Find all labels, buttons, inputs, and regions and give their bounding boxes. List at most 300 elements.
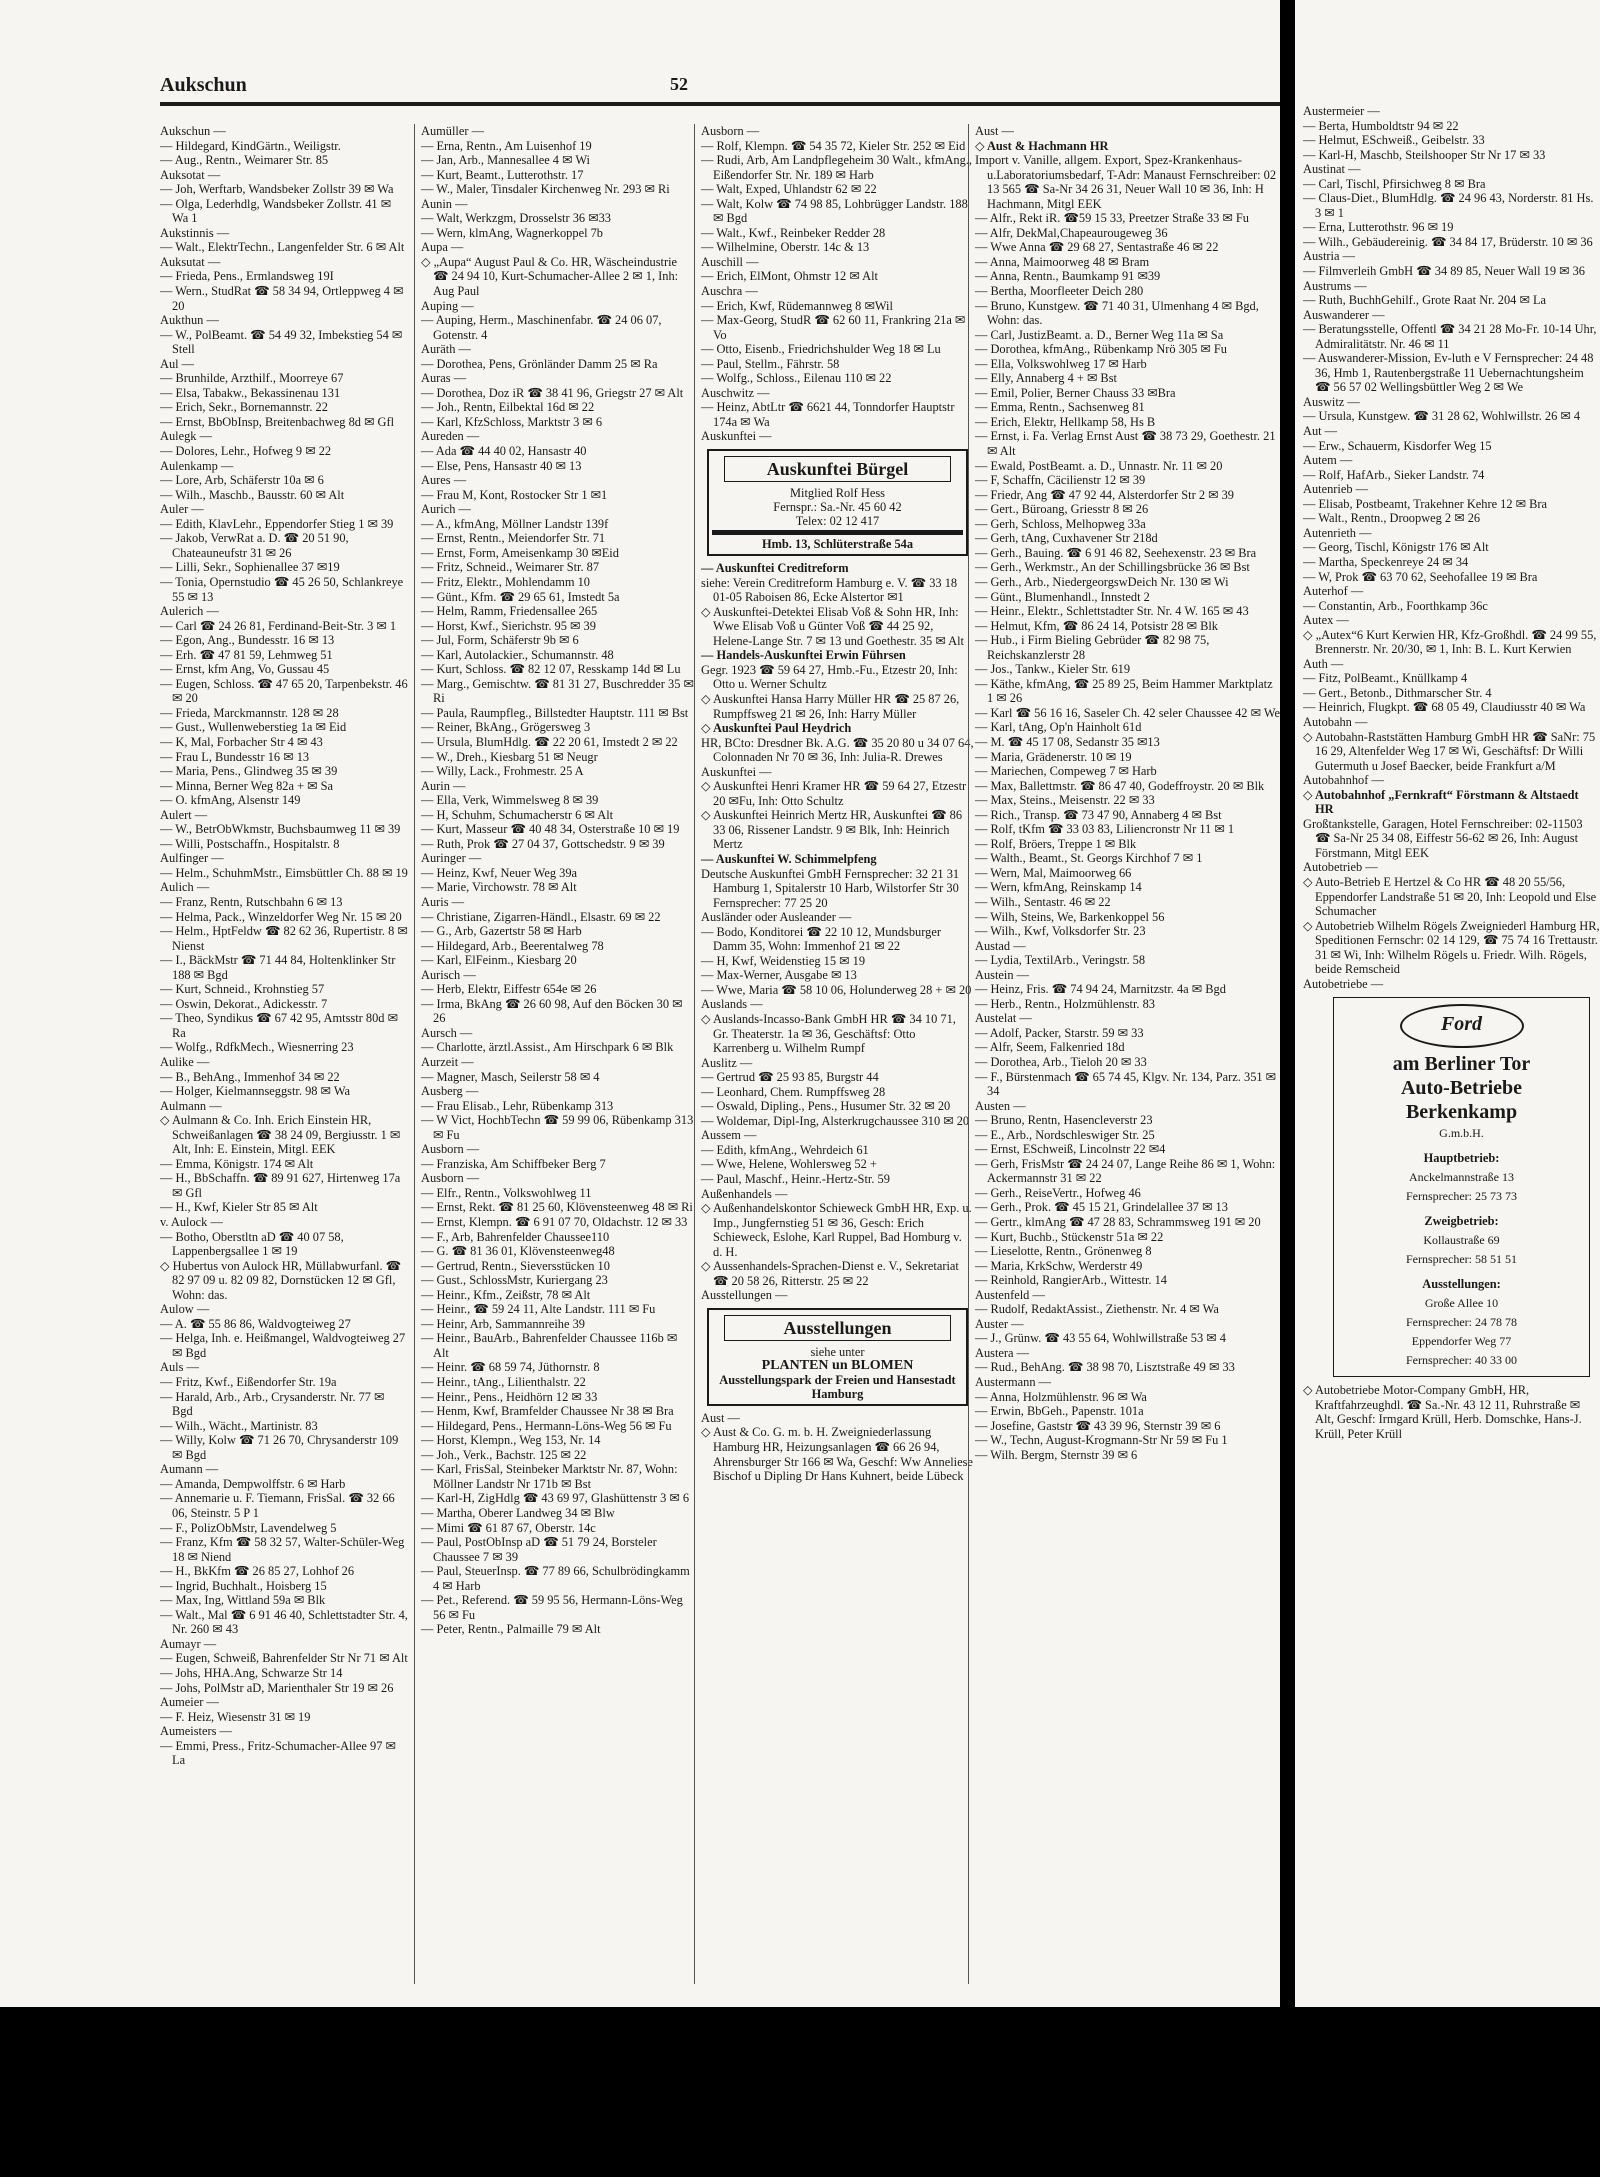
directory-entry: — Wwe, Maria ☎ 58 10 06, Holunderweg 28 + ✉ 20 xyxy=(701,982,972,997)
directory-entry: ◇ Aust & Co. G. m. b. H. Zweigniederlassung Hamburg HR, Heizungsanlagen ☎ 66 26 94, Ahrensburger Str 166 ✉ Wa, Geschf: Ww Anneliese Bischof u Dipling Dr Hans Kuhnert, beide Lübeck xyxy=(701,1425,973,1484)
ad-title: Ausstellungen xyxy=(724,1315,951,1341)
directory-entry: — Auskunftei W. Schimmelpfeng xyxy=(701,851,877,866)
directory-entry: — J., Grünw. ☎ 43 55 64, Wohlwillstraße 53 ✉ 4 xyxy=(975,1331,1226,1346)
directory-entry: — Emma, Rentn., Sachsenweg 81 xyxy=(975,400,1145,415)
directory-entry: — Botho, Oberstltn aD ☎ 40 07 58, Lappenbergsallee 1 ✉ 19 xyxy=(160,1229,344,1259)
directory-entry: — Auswanderer-Mission, Ev-luth e V Fernsprecher: 24 48 36, Hmb 1, Rautenbergstraße 11 Uebernachtungsheim ☎ 56 57 02 Wellingsbüttler Weg 2 ✉ We xyxy=(1303,351,1594,395)
entry-heading: Austen — xyxy=(975,1098,1026,1113)
directory-entry: — Maria, KrkSchw, Werderstr 49 xyxy=(975,1258,1143,1273)
entry-heading: Aurzeit — xyxy=(421,1055,474,1069)
ad-line: Ausstellungspark der Freien und Hansestadt Hamburg xyxy=(719,1372,956,1401)
directory-entry: — Johs, HHA.Ang, Schwarze Str 14 xyxy=(160,1665,343,1680)
directory-entry: — Dorothea, Arb., Tieloh 20 ✉ 33 xyxy=(975,1055,1147,1069)
directory-entry: ◇ Auskunftei Heinrich Mertz HR, Auskunftei ☎ 86 33 06, Rissener Landstr. 9 ✉ Blk, Inh: Heinrich Mertz xyxy=(701,808,963,852)
directory-entry: — W, Prok ☎ 63 70 62, Seehofallee 19 ✉ Bra xyxy=(1303,569,1538,584)
directory-entry: — Eugen, Schloss. ☎ 47 65 20, Tarpenbekstr. 46 ✉ 20 xyxy=(160,676,408,706)
directory-entry: ◇ Autobahn-Raststätten Hamburg GmbH HR ☎ SaNr: 75 16 29, Altenfelder Weg 17 ✉ Wi, Geschäftsf: Dr Willi Gutermuth u Josef Baecker, beide Frankfurt a/M xyxy=(1303,729,1596,773)
directory-entry: ◇ „Aupa“ August Paul & Co. HR, Wäscheindustrie ☎ 24 94 10, Kurt-Schumacher-Allee 2 ✉ 1, Inh: Aug Paul xyxy=(421,254,679,299)
directory-entry: — Beratungsstelle, Offentl ☎ 34 21 28 Mo-Fr. 10-14 Uhr, Admiralitätstr. Nr. 46 ✉ 11 xyxy=(1303,322,1597,351)
directory-entry: — F., PolizObMstr, Lavendelweg 5 xyxy=(160,1520,337,1535)
entry-heading: Autobahn — xyxy=(1303,714,1368,729)
directory-entry: — Ada ☎ 44 40 02, Hansastr 40 xyxy=(421,444,587,459)
entry-heading: Auksutat — xyxy=(160,254,221,269)
directory-entry: — Lore, Arb, Schäferstr 10a ✉ 6 xyxy=(160,473,324,488)
entry-heading: Ausborn — xyxy=(421,1142,480,1157)
directory-entry: — Rolf, Klempn. ☎ 54 35 72, Kieler Str. 252 ✉ Eid xyxy=(701,138,966,153)
directory-entry: — Erh. ☎ 47 81 59, Lehmweg 51 xyxy=(160,647,333,662)
entry-heading: Aumeisters — xyxy=(160,1724,232,1739)
directory-entry: — Lilli, Sekr., Sophienallee 37 ✉19 xyxy=(160,560,340,575)
directory-entry: — Wolfg., Schloss., Eilenau 110 ✉ 22 xyxy=(701,371,892,386)
entry-heading: Aukschun — xyxy=(160,124,226,138)
column-1 xyxy=(160,124,408,1984)
directory-entry: — Ingrid, Buchhalt., Hoisberg 15 xyxy=(160,1578,327,1593)
directory-entry: — Jakob, VerwRat a. D. ☎ 20 51 90, Chateauneufstr 31 ✉ 26 xyxy=(160,531,349,560)
directory-entry: — Anna, Rentn., Baumkamp 91 ✉39 xyxy=(975,269,1161,284)
directory-entry: — Else, Pens, Hansastr 40 ✉ 13 xyxy=(421,458,582,473)
directory-entry: — G., Arb, Gazertstr 58 ✉ Harb xyxy=(421,924,582,939)
directory-entry: siehe: Verein Creditreform Hamburg e. V. ☎ 33 18 01-05 Raboisen 86, Ecke Alstertor ✉1 xyxy=(701,575,958,605)
directory-entry: — W., Maler, Tinsdaler Kirchenweg Nr. 293 ✉ Ri xyxy=(421,182,670,197)
directory-entry: — Bodo, Konditorei ☎ 22 10 12, Mundsburger Damm 35, Wohn: Immenhof 21 ✉ 22 xyxy=(701,924,941,954)
directory-entry: — Wwe Anna ☎ 29 68 27, Sentastraße 46 ✉ 22 xyxy=(975,240,1219,255)
directory-entry: — Frieda, Marckmannstr. 128 ✉ 28 xyxy=(160,705,339,720)
ad-line: G.m.b.H. xyxy=(1439,1126,1484,1141)
directory-entry: — Walt, Kolw ☎ 74 98 85, Lohbrügger Landstr. 188 ✉ Bgd xyxy=(701,196,968,226)
directory-entry: ◇ Aulmann & Co. Inh. Erich Einstein HR, Schweißanlagen ☎ 38 24 09, Bergiusstr. 1 ✉ Alt, Inh: E. Einstein, Mitgl. EEK xyxy=(160,1113,401,1157)
directory-entry: — Johs, PolMstr aD, Marienthaler Str 19 ✉ 26 xyxy=(160,1680,394,1695)
directory-entry: — Charlotte, ärztl.Assist., Am Hirschpark 6 ✉ Blk xyxy=(421,1040,674,1055)
directory-entry: — Eugen, Schweiß, Bahrenfelder Str Nr 71 ✉ Alt xyxy=(160,1651,408,1666)
directory-entry: — Kurt, Schloss. ☎ 82 12 07, Resskamp 14d ✉ Lu xyxy=(421,662,681,677)
directory-entry: — Egon, Ang., Bundesstr. 16 ✉ 13 xyxy=(160,633,335,648)
entry-heading: Aulich — xyxy=(160,880,210,895)
ad-line: siehe unter xyxy=(810,1344,865,1359)
column-3 xyxy=(694,124,974,1984)
directory-entry: — Max-Werner, Ausgabe ✉ 13 xyxy=(701,968,857,983)
directory-entry: — Willi, Postschaffn., Hospitalstr. 8 xyxy=(160,836,340,851)
directory-entry: — Frieda, Pens., Ermlandsweg 19I xyxy=(160,269,334,284)
directory-entry: — Gertr., klmAng ☎ 47 28 83, Schrammsweg 191 ✉ 20 xyxy=(975,1215,1261,1230)
entry-heading: Aurisch — xyxy=(421,967,476,982)
entry-heading: Aures — xyxy=(421,473,467,488)
directory-entry: — Reiner, BkAng., Grögersweg 3 xyxy=(421,720,591,735)
directory-entry: — Günt., Kfm. ☎ 29 65 61, Imstedt 5a xyxy=(421,589,620,604)
entry-heading: Aulert — xyxy=(160,807,208,822)
directory-entry: — Willy, Lack., Frohmestr. 25 A xyxy=(421,764,584,779)
entry-heading: Aupa — xyxy=(421,240,464,255)
directory-entry: — Walth., Beamt., St. Georgs Kirchhof 7 ✉ 1 xyxy=(975,851,1203,866)
directory-entry: — Kurt, Beamt., Lutterothstr. 17 xyxy=(421,167,584,182)
entry-heading: Aumayr — xyxy=(160,1636,217,1651)
directory-entry: — Wwe, Helene, Wohlersweg 52 + xyxy=(701,1157,877,1172)
directory-entry: — Handels-Auskunftei Erwin Führsen xyxy=(701,648,906,663)
directory-entry: — Gert., Büroang, Griesstr 8 ✉ 26 xyxy=(975,502,1149,517)
entry-heading: Auschwitz — xyxy=(701,385,770,400)
ad-title: Auskunftei Bürgel xyxy=(724,456,951,482)
entry-heading: Auris — xyxy=(421,894,465,909)
entry-heading: Ausstellungen — xyxy=(701,1288,788,1303)
directory-entry: — Max, Ballettmstr. ☎ 86 47 40, Godeffroystr. 20 ✉ Blk xyxy=(975,778,1265,793)
directory-entry: — Herb., Rentn., Holzmühlenstr. 83 xyxy=(975,996,1155,1011)
entry-heading: Auslands — xyxy=(701,997,763,1012)
entry-heading: Auls — xyxy=(160,1360,199,1375)
directory-entry: — Wern, klmAng, Wagnerkoppel 7b xyxy=(421,225,603,240)
directory-entry: — Helmut, ESchweiß., Geibelstr. 33 xyxy=(1303,133,1485,148)
entry-heading: Austrums — xyxy=(1303,278,1367,293)
directory-entry: ◇ Autobahnhof „Fernkraft“ Förstmann & Altstaedt HR xyxy=(1303,787,1579,817)
directory-entry: Deutsche Auskunftei GmbH Fernsprecher: 32 21 31 Hamburg 1, Spitalerstr 10 Harb, Wilstorfer Str 30 Fernsprecher: 77 25 20 xyxy=(701,866,960,910)
directory-entry: — Ernst, Rekt. ☎ 81 25 60, Klövensteenweg 48 ✉ Ri xyxy=(421,1200,693,1215)
entry-heading: Aulmann — xyxy=(160,1098,222,1113)
entry-heading: Aurich — xyxy=(421,502,471,517)
entry-heading: Aulerich — xyxy=(160,604,219,619)
directory-entry: — Martha, Oberer Landweg 34 ✉ Blw xyxy=(421,1505,615,1520)
directory-entry: — Erna, Lutterothstr. 96 ✉ 19 xyxy=(1303,220,1454,235)
directory-entry: — Karl, ElFeinm., Kiesbarg 20 xyxy=(421,953,577,968)
ad-box-buergel xyxy=(707,449,968,556)
ad-section-title: Hauptbetrieb: xyxy=(1423,1151,1500,1166)
directory-entry: — Herb, Elektr, Eiffestr 654e ✉ 26 xyxy=(421,982,597,997)
directory-entry: — Anna, Holzmühlenstr. 96 ✉ Wa xyxy=(975,1389,1147,1404)
directory-entry: — Christiane, Zigarren-Händl., Elsastr. 69 ✉ 22 xyxy=(421,909,661,924)
directory-entry: — Fitz, PolBeamt., Knüllkamp 4 xyxy=(1303,671,1468,686)
directory-entry: — Wilh., Wächt., Martinistr. 83 xyxy=(160,1418,318,1433)
entry-heading: Aurin — xyxy=(421,778,466,793)
entry-heading: Aulike — xyxy=(160,1055,210,1069)
directory-entry: — Elfr., Rentn., Volkswohlweg 11 xyxy=(421,1185,592,1200)
entry-heading: Autobahnhof — xyxy=(1303,773,1384,788)
directory-entry: — Karl-H, Maschb, Steilshooper Str Nr 17 ✉ 33 xyxy=(1303,147,1546,162)
ad-box-ausstellungen xyxy=(707,1308,968,1406)
entry-heading: Autobetrieb — xyxy=(1303,860,1378,875)
directory-entry: — Erich, ElMont, Ohmstr 12 ✉ Alt xyxy=(701,269,878,284)
entry-heading: Auringer — xyxy=(421,851,482,866)
directory-entry: — Franz, Rentn, Rutschbahn 6 ✉ 13 xyxy=(160,894,343,909)
directory-entry: — Karl ☎ 56 16 16, Saseler Ch. 42 seler Chaussee 42 ✉ We xyxy=(975,705,1280,720)
directory-entry: — Kurt, Buchb., Stückenstr 51a ✉ 22 xyxy=(975,1229,1164,1244)
entry-heading: Auswitz — xyxy=(1303,394,1360,409)
directory-entry: — Wilh., Sentastr. 46 ✉ 22 xyxy=(975,894,1111,909)
directory-entry: — Gerh., ReiseVertr., Hofweg 46 xyxy=(975,1185,1141,1200)
directory-entry: — Auping, Herm., Maschinenfabr. ☎ 24 06 07, Gotenstr. 4 xyxy=(421,313,662,342)
directory-entry: — Gerh, Schloss, Melhopweg 33a xyxy=(975,516,1146,531)
directory-entry: — Paul, PostObInsp aD ☎ 51 79 24, Borsteler Chaussee 7 ✉ 39 xyxy=(421,1535,657,1564)
directory-entry: — Willy, Kolw ☎ 71 26 70, Chrysanderstr 109 ✉ Bgd xyxy=(160,1433,399,1462)
directory-entry: — Reinhold, RangierArb., Wittestr. 14 xyxy=(975,1273,1167,1288)
entry-heading: Aursch — xyxy=(421,1025,473,1040)
ad-line: Fernsprecher: 58 51 51 xyxy=(1406,1252,1517,1267)
directory-entry: — Mimi ☎ 61 87 67, Oberstr. 14c xyxy=(421,1520,596,1535)
directory-entry: — Wilh., Maschb., Bausstr. 60 ✉ Alt xyxy=(160,487,345,502)
directory-entry: — Leonhard, Chem. Rumpffsweg 28 xyxy=(701,1084,886,1099)
entry-heading: Autem — xyxy=(1303,453,1353,468)
directory-entry: — Heinr. ☎ 68 59 74, Jüthornstr. 8 xyxy=(421,1360,600,1375)
directory-entry: — Ernst, Rentn., Meiendorfer Str. 71 xyxy=(421,531,606,546)
directory-entry: — G. ☎ 81 36 01, Klövensteenweg48 xyxy=(421,1244,615,1259)
entry-heading: Austein — xyxy=(975,967,1030,982)
directory-entry: — Frau Elisab., Lehr, Rübenkamp 313 xyxy=(421,1098,614,1113)
directory-entry: — Gerh., Prok. ☎ 45 15 21, Grindelallee 37 ✉ 13 xyxy=(975,1200,1228,1215)
directory-entry: — Karl-H, ZigHdlg ☎ 43 69 97, Glashüttenstr 3 ✉ 6 xyxy=(421,1491,690,1506)
directory-entry: — H., BbSchaffn. ☎ 89 91 627, Hirtenweg 17a ✉ Gfl xyxy=(160,1171,401,1200)
entry-heading: Aul — xyxy=(160,356,195,371)
directory-entry: HR, BCto: Dresdner Bk. A.G. ☎ 35 20 80 u 34 07 64, Colonnaden Nr 70 ✉ 36, Inh: Julia-R. Drewes xyxy=(701,735,974,765)
directory-entry: — Bertha, Moorfleeter Deich 280 xyxy=(975,284,1144,299)
directory-entry: — Walt., Rentn., Droopweg 2 ✉ 26 xyxy=(1303,511,1481,526)
directory-entry: — Hildegard, Pens., Hermann-Löns-Weg 56 ✉ Fu xyxy=(421,1418,672,1433)
directory-entry: — Gerh., Bauing. ☎ 6 91 46 82, Seehexenstr. 23 ✉ Bra xyxy=(975,545,1257,560)
entry-heading: Auschill — xyxy=(701,254,759,269)
directory-entry: — Olga, Lederhdlg, Wandsbeker Zollstr. 41 ✉ Wa 1 xyxy=(160,196,392,226)
directory-entry: — Claus-Diet., BlumHdlg. ☎ 24 96 43, Norderstr. 81 Hs. 3 ✉ 1 xyxy=(1303,191,1594,220)
directory-entry: — Annemarie u. F. Tiemann, FrisSal. ☎ 32 66 06, Steinstr. 5 P 1 xyxy=(160,1491,395,1520)
entry-heading: Aukstinnis — xyxy=(160,225,230,240)
directory-entry: — Wern, kfmAng, Reinskamp 14 xyxy=(975,880,1142,895)
entry-heading: Aussem — xyxy=(701,1128,757,1143)
directory-entry: — Ernst, Form, Ameisenkamp 30 ✉Eid xyxy=(421,545,619,560)
directory-entry: — Walt, Werkzgm, Drosselstr 36 ✉33 xyxy=(421,211,611,226)
directory-entry: — Ernst, i. Fa. Verlag Ernst Aust ☎ 38 73 29, Goethestr. 21 ✉ Alt xyxy=(975,429,1276,459)
ad-line: Mitglied Rolf Hess xyxy=(790,486,885,501)
directory-entry: ◇ Aust & Hachmann HR xyxy=(975,138,1109,153)
directory-entry: ◇ „Autex“6 Kurt Kerwien HR, Kfz-Großhdl. ☎ 24 99 55, Brennerstr. Nr. 20/30, ✉ 1, Inh: B. L. Kurt Kerwien xyxy=(1303,627,1597,657)
directory-entry: — Ruth, BuchhGehilf., Grote Raat Nr. 204 ✉ La xyxy=(1303,293,1547,308)
directory-entry: — Frau M, Kont, Rostocker Str 1 ✉1 xyxy=(421,487,608,502)
directory-entry: — Berta, Humboldtstr 94 ✉ 22 xyxy=(1303,118,1459,133)
directory-entry: — Carl, Tischl, Pfirsichweg 8 ✉ Bra xyxy=(1303,176,1486,191)
directory-entry: — Heinr, Arb, Sammannreihe 39 xyxy=(421,1316,585,1331)
directory-entry: — Emmi, Press., Fritz-Schumacher-Allee 97 ✉ La xyxy=(160,1738,396,1768)
directory-entry: — Bruno, Kunstgew. ☎ 71 40 31, Ulmenhang 4 ✉ Bgd, Wohn: das. xyxy=(975,298,1259,328)
entry-heading: Austermann — xyxy=(975,1375,1052,1390)
directory-entry: — Aug., Rentn., Weimarer Str. 85 xyxy=(160,153,329,168)
directory-entry: — Carl ☎ 24 26 81, Ferdinand-Beit-Str. 3 ✉ 1 xyxy=(160,618,397,633)
entry-heading: v. Aulock — xyxy=(160,1215,223,1230)
directory-entry: ◇ Außenhandelskontor Schieweck GmbH HR, Exp. u. Imp., Jungfernstieg 51 ✉ 36, Gesch: Erich Schieweck, Eslohe, Karl Ruppel, Bad Homburg v. d. H. xyxy=(701,1201,972,1259)
entry-heading: Aust — xyxy=(701,1410,740,1425)
directory-entry: — Magner, Masch, Seilerstr 58 ✉ 4 xyxy=(421,1069,600,1084)
directory-entry: — Maria, Grädenerstr. 10 ✉ 19 xyxy=(975,749,1132,764)
directory-entry: — Otto, Eisenb., Friedrichshulder Weg 18 ✉ Lu xyxy=(701,342,941,357)
ad-line: Fernsprecher: 25 73 73 xyxy=(1406,1189,1517,1204)
directory-entry: — Mariechen, Compeweg 7 ✉ Harb xyxy=(975,764,1157,779)
ad-section-title: Zweigbetrieb: xyxy=(1424,1214,1499,1229)
directory-entry: — Bruno, Rentn, Hasencleverstr 23 xyxy=(975,1113,1153,1128)
ad-line: Hmb. 13, Schlüterstraße 54a xyxy=(761,537,914,552)
entry-heading: Auskunftei — xyxy=(701,764,772,779)
directory-entry: — F, Schaffn, Cäcilienstr 12 ✉ 39 xyxy=(975,473,1146,488)
directory-entry: — Filmverleih GmbH ☎ 34 89 85, Neuer Wall 19 ✉ 36 xyxy=(1303,264,1586,279)
directory-entry: — Wilh, Steins, We, Barkenkoppel 56 xyxy=(975,909,1165,924)
directory-entry: — O. kfmAng, Alsenstr 149 xyxy=(160,793,301,808)
directory-entry: Import v. Vanille, allgem. Export, Spez-Krankenhaus-u.Laboratoriumsbedarf, T-Adr: Manaust Fernschreiber: 02 13 565 ☎ Sa-Nr 34 26 31, Neuer Wall 10 ✉ 36, Inh: H Hachmann, Mitgl EEK xyxy=(975,153,1277,211)
entry-heading: Austelat — xyxy=(975,1011,1032,1026)
directory-entry: ◇ Auslands-Incasso-Bank GmbH HR ☎ 34 10 71, Gr. Theaterstr. 1a ✉ 36, Geschäftsf: Otto Karrenberg u. Wilhelm Rumpf xyxy=(701,1011,956,1056)
directory-entry: — Helm., HptFeldw ☎ 82 62 36, Rupertistr. 8 ✉ Nienst xyxy=(160,924,408,953)
directory-entry: — Joh, Werftarb, Wandsbeker Zollstr 39 ✉ Wa xyxy=(160,182,394,197)
directory-entry: — Erna, Rentn., Am Luisenhof 19 xyxy=(421,138,592,153)
directory-entry: — Wilh. Bergm, Sternstr 39 ✉ 6 xyxy=(975,1447,1138,1462)
directory-entry: — Dorothea, Pens, Grönländer Damm 25 ✉ Ra xyxy=(421,356,658,371)
entry-heading: Aukthun — xyxy=(160,313,219,328)
entry-heading: Aulegk — xyxy=(160,429,212,444)
directory-entry: ◇ Autobetrieb Wilhelm Rögels Zweigniederl Hamburg HR, Speditionen Fernschr: 02 14 129, ☎ 75 74 16 Trettaustr. 31 ✉ Wi, Inh: Wilhelm Rögels u. Friedr. Wilh. Rögels, beide Remscheid xyxy=(1303,918,1600,977)
ad-line: PLANTEN un BLOMEN xyxy=(761,1357,914,1373)
entry-heading: Aut — xyxy=(1303,424,1338,439)
entry-heading: Austera — xyxy=(975,1345,1030,1360)
directory-entry: — H, Schuhm, Schumacherstr 6 ✉ Alt xyxy=(421,807,614,822)
directory-entry: — W., Dreh., Kiesbarg 51 ✉ Neugr xyxy=(421,749,598,764)
ad-title: Auto-Betriebe xyxy=(1400,1077,1523,1100)
entry-heading: Ausborn — xyxy=(421,1171,480,1186)
entry-heading: Aumüller — xyxy=(421,124,484,138)
entry-heading: Austria — xyxy=(1303,249,1355,264)
directory-entry: — Peter, Rentn., Palmaille 79 ✉ Alt xyxy=(421,1622,601,1637)
directory-entry: — Max-Georg, StudR ☎ 62 60 11, Frankring 21a ✉ Vo xyxy=(701,313,966,342)
directory-entry: — Heinz, AbtLtr ☎ 6621 44, Tonndorfer Hauptstr 174a ✉ Wa xyxy=(701,400,955,429)
directory-entry: — Adolf, Packer, Starstr. 59 ✉ 33 xyxy=(975,1025,1144,1040)
directory-entry: — Gertrud ☎ 25 93 85, Burgstr 44 xyxy=(701,1070,879,1085)
entry-heading: Aulow — xyxy=(160,1302,210,1317)
directory-entry: — Ewald, PostBeamt. a. D., Unnastr. Nr. 11 ✉ 20 xyxy=(975,458,1223,473)
directory-entry: — Max, Steins., Meisenstr. 22 ✉ 33 xyxy=(975,793,1155,808)
entry-heading: Ausländer oder Ausleander — xyxy=(701,910,852,925)
directory-entry: — Max, Ing, Wittland 59a ✉ Blk xyxy=(160,1593,326,1608)
directory-entry: — Wilh., Kwf, Volksdorfer Str. 23 xyxy=(975,924,1146,939)
ad-section-title: Ausstellungen: xyxy=(1422,1277,1501,1292)
entry-heading: Aulfinger — xyxy=(160,851,224,866)
directory-entry: — W Vict, HochbTechn ☎ 59 99 06, Rübenkamp 313 ✉ Fu xyxy=(421,1113,694,1142)
entry-heading: Aumeier — xyxy=(160,1695,219,1710)
ad-rule xyxy=(712,530,963,535)
directory-entry: — Ella, Verk, Wimmelsweg 8 ✉ 39 xyxy=(421,793,599,808)
directory-entry: ◇ Auskunftei Henri Kramer HR ☎ 59 64 27, Etzestr 20 ✉Fu, Inh: Otto Schultz xyxy=(701,779,967,808)
ad-title: am Berliner Tor xyxy=(1392,1053,1531,1076)
directory-entry: — I., BäckMstr ☎ 71 44 84, Holtenklinker Str 188 ✉ Bgd xyxy=(160,953,396,982)
directory-entry: — Dorothea, Doz iR ☎ 38 41 96, Griegstr 27 ✉ Alt xyxy=(421,385,684,400)
directory-entry: — Lieselotte, Rentn., Grönenweg 8 xyxy=(975,1244,1152,1259)
directory-entry: — F. Heiz, Wiesenstr 31 ✉ 19 xyxy=(160,1709,311,1724)
entry-heading: Autobetriebe — xyxy=(1303,976,1384,991)
ford-logo: Ford xyxy=(1400,1004,1524,1048)
directory-entry: — Helm, Ramm, Friedensallee 265 xyxy=(421,604,598,619)
directory-entry: — Gertrud, Rentn., Sieversstücken 10 xyxy=(421,1258,610,1273)
entry-heading: Austermeier — xyxy=(1303,104,1380,118)
directory-entry: — Harald, Arb., Arb., Crysanderstr. Nr. 77 ✉ Bgd xyxy=(160,1389,385,1419)
directory-entry: — Carl, JustizBeamt. a. D., Berner Weg 11a ✉ Sa xyxy=(975,327,1224,342)
directory-entry: ◇ Auskunftei Hansa Harry Müller HR ☎ 25 87 26, Rumpffsweg 21 ✉ 26, Inh: Harry Müller xyxy=(701,691,960,721)
directory-entry: — Heinz, Kwf, Neuer Weg 39a xyxy=(421,865,578,880)
ad-line: Fernsprecher: 24 78 78 xyxy=(1406,1315,1517,1330)
entry-heading: Austinat — xyxy=(1303,162,1361,177)
entry-heading: Auschra — xyxy=(701,284,758,299)
directory-entry: — Ursula, BlumHdlg. ☎ 22 20 61, Imstedt 2 ✉ 22 xyxy=(421,734,678,749)
directory-entry: — A. ☎ 55 86 86, Waldvogteiweg 27 xyxy=(160,1316,351,1331)
entry-heading: Auth — xyxy=(1303,656,1344,671)
entry-heading: Austenfeld — xyxy=(975,1287,1045,1302)
entry-heading: Außenhandels — xyxy=(701,1186,788,1201)
directory-entry: — Karl, Autolackier., Schumannstr. 48 xyxy=(421,647,614,662)
column-5 xyxy=(1303,104,1600,1984)
directory-entry: — Ernst, ESchweiß, Lincolnstr 22 ✉4 xyxy=(975,1142,1166,1157)
running-head: Aukschun xyxy=(160,74,247,96)
directory-entry: — Heinr., BauArb., Bahrenfelder Chaussee 116b ✉ Alt xyxy=(421,1331,678,1360)
ad-line: Fernspr.: Sa.-Nr. 45 60 42 xyxy=(773,500,902,515)
directory-entry: — Elly, Annaberg 4 + ✉ Bst xyxy=(975,371,1117,386)
directory-entry: — F., Bürstenmach ☎ 65 74 45, Klgv. Nr. 134, Parz. 351 ✉ 34 xyxy=(975,1069,1277,1099)
entry-heading: Aureden — xyxy=(421,429,480,444)
ad-line: Kollaustraße 69 xyxy=(1423,1233,1500,1248)
entry-heading: Ausborn — xyxy=(701,124,760,138)
directory-entry: — Irma, BkAng ☎ 26 60 98, Auf den Böcken 30 ✉ 26 xyxy=(421,996,683,1026)
ad-line: Eppendorfer Weg 77 xyxy=(1411,1334,1512,1349)
directory-entry: — Tonia, Opernstudio ☎ 45 26 50, Schlankreye 55 ✉ 13 xyxy=(160,574,404,604)
directory-entry: — Paul, Maschf., Heinr.-Hertz-Str. 59 xyxy=(701,1172,890,1186)
directory-entry: ◇ Hubertus von Aulock HR, Müllabwurfanl. ☎ 82 97 09 u. 82 09 82, Dornstücken 12 ✉ Gfl, Wohn: das. xyxy=(160,1258,402,1302)
directory-entry: — Erwin, BbGeh., Papenstr. 101a xyxy=(975,1404,1144,1419)
directory-entry: — Edith, KlavLehr., Eppendorfer Stieg 1 ✉ 39 xyxy=(160,516,394,531)
entry-heading: Aumann — xyxy=(160,1462,219,1477)
directory-entry: — Wolfg., RdfkMech., Wiesnerring 23 xyxy=(160,1040,354,1055)
entry-heading: Aunin — xyxy=(421,196,468,211)
entry-heading: Aust — xyxy=(975,124,1014,138)
directory-entry: — Erich, Elektr, Hellkamp 58, Hs B xyxy=(975,414,1156,429)
directory-entry: — Günt., Blumenhandl., Innstedt 2 xyxy=(975,589,1150,604)
directory-entry: — Paula, Raumpfleg., Billstedter Hauptstr. 111 ✉ Bst xyxy=(421,705,689,720)
directory-entry: — W., BetrObWkmstr, Buchsbaumweg 11 ✉ 39 xyxy=(160,822,401,837)
entry-heading: Auslitz — xyxy=(701,1055,753,1070)
directory-entry: — Ernst, Klempn. ☎ 6 91 07 70, Oldachstr. 12 ✉ 33 xyxy=(421,1215,688,1230)
directory-entry: — M. ☎ 45 17 08, Sedanstr 35 ✉13 xyxy=(975,734,1160,749)
directory-entry: — Gert., Betonb., Dithmarscher Str. 4 xyxy=(1303,685,1492,700)
directory-entry: — Pet., Referend. ☎ 59 95 56, Hermann-Löns-Weg 56 ✉ Fu xyxy=(421,1593,683,1622)
directory-entry: — Elisab, Postbeamt, Trakehner Kehre 12 ✉ Bra xyxy=(1303,496,1548,511)
directory-entry: — Emma, Königstr. 174 ✉ Alt xyxy=(160,1156,314,1171)
directory-entry: — Dorothea, kfmAng., Rübenkamp Nrö 305 ✉ Fu xyxy=(975,342,1227,357)
directory-entry: — Hildegard, Arb., Beerentalweg 78 xyxy=(421,938,604,953)
column-4 xyxy=(968,124,1280,1984)
directory-entry: — Paul, Stellm., Fährstr. 58 xyxy=(701,356,840,371)
directory-entry: — Frau L, Bundesstr 16 ✉ 13 xyxy=(160,749,310,764)
directory-entry: — Friedr, Ang ☎ 47 92 44, Alsterdorfer Str 2 ✉ 39 xyxy=(975,487,1234,502)
directory-entry: — Josefine, Gaststr ☎ 43 39 96, Sternstr 39 ✉ 6 xyxy=(975,1418,1221,1433)
ad-line: Fernsprecher: 40 33 00 xyxy=(1406,1353,1517,1368)
directory-entry: — Lydia, TextilArb., Veringstr. 58 xyxy=(975,953,1146,968)
directory-entry: — Rolf, HafArb., Sieker Landstr. 74 xyxy=(1303,467,1485,482)
directory-entry: — Joh., Verk., Bachstr. 125 ✉ 22 xyxy=(421,1447,587,1462)
directory-entry: — Wilh., Gebäudereinig. ☎ 34 84 17, Brüderstr. 10 ✉ 36 xyxy=(1303,234,1593,249)
directory-entry: — Erw., Schauerm, Kisdorfer Weg 15 xyxy=(1303,438,1492,453)
ad-title: Berkenkamp xyxy=(1405,1101,1518,1124)
column-2 xyxy=(414,124,694,1984)
directory-entry: — Rud., BehAng. ☎ 38 98 70, Lisztstraße 49 ✉ 33 xyxy=(975,1360,1235,1375)
directory-entry: — Erich, Sekr., Bornemannstr. 22 xyxy=(160,400,328,415)
directory-entry: ◇ Auskunftei-Detektei Elisab Voß & Sohn HR, Inh: Wwe Elisab Voß u Günter Voß ☎ 44 25 92, Helene-Lange Str. 7 ✉ 13 und Goethestr. 35 ✉ Alt xyxy=(701,604,964,648)
directory-entry: — Erich, Kwf, Rüdemannweg 8 ✉Wil xyxy=(701,298,893,313)
directory-entry: — Jan, Arb., Mannesallee 4 ✉ Wi xyxy=(421,153,590,168)
entry-heading: Autex — xyxy=(1303,613,1349,628)
directory-entry: — Wilhelmine, Oberstr. 14c & 13 xyxy=(701,240,870,255)
directory-entry: — Alfr., Rekt iR. ☎59 15 33, Preetzer Straße 33 ✉ Fu xyxy=(975,211,1249,226)
directory-entry: — Fritz, Elektr., Mohlendamm 10 xyxy=(421,574,590,589)
ad-line: Telex: 02 12 417 xyxy=(795,514,880,529)
directory-entry: — Alfr, DekMal,Chapeaurougeweg 36 xyxy=(975,225,1168,240)
directory-entry: ◇ Auto-Betrieb E Hertzel & Co HR ☎ 48 20 55/56, Eppendorfer Landstraße 51 ✉ 20, Inh: Leopold und Else Schumacher xyxy=(1303,874,1597,919)
directory-entry: — Helga, Inh. e. Heißmangel, Waldvogteiweg 27 ✉ Bgd xyxy=(160,1331,406,1360)
directory-entry: — Jul, Form, Schäferstr 9b ✉ 6 xyxy=(421,633,579,648)
columns-area xyxy=(160,124,1280,1984)
